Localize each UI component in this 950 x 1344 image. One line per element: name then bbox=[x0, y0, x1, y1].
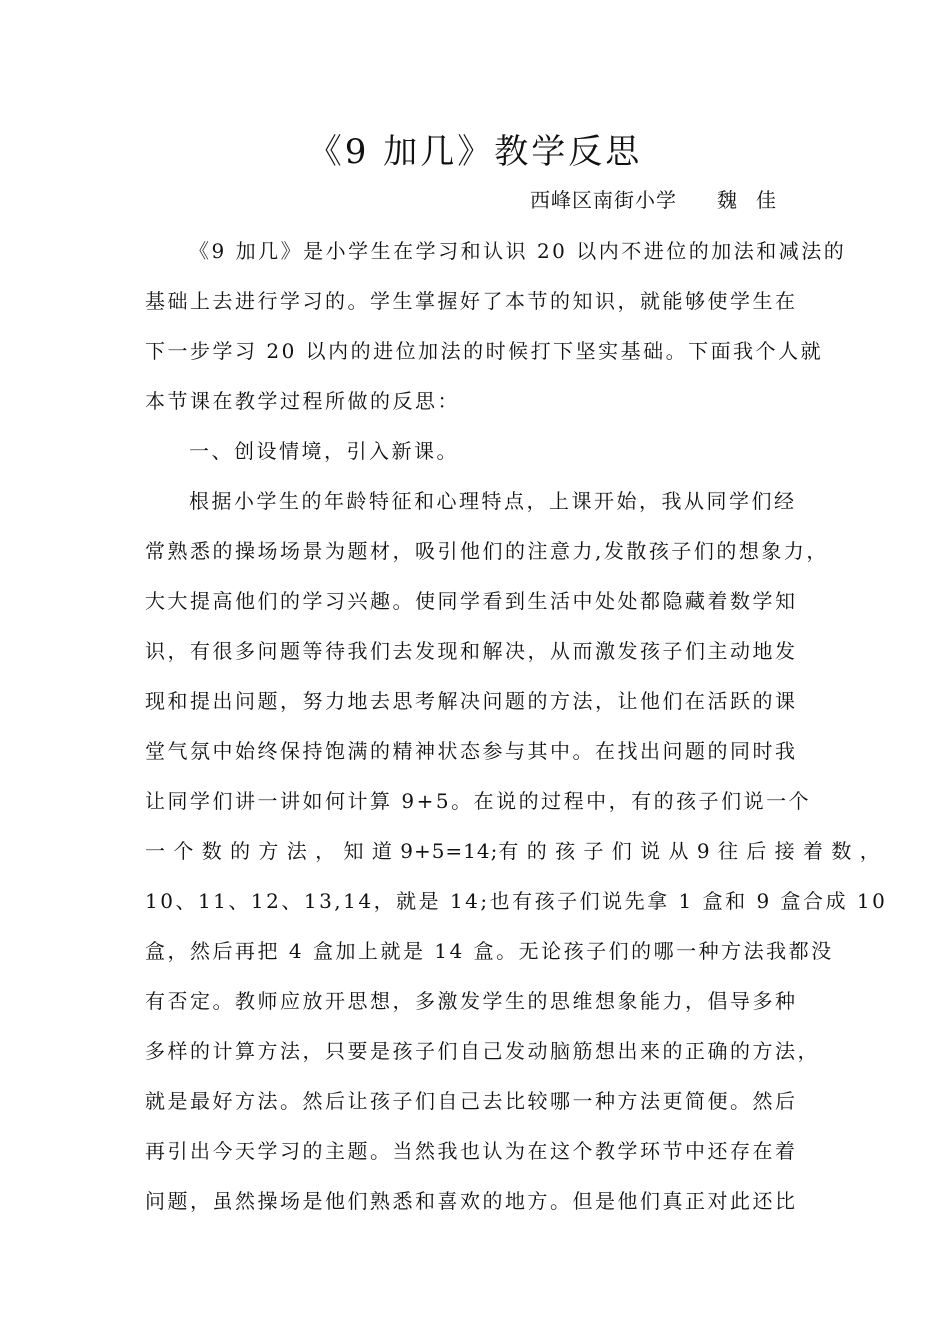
paragraph-line: 就是最好方法。然后让孩子们自己去比较哪一种方法更简便。然后 bbox=[145, 1089, 798, 1113]
paragraph-line: 问题，虽然操场是他们熟悉和喜欢的地方。但是他们真正对此还比 bbox=[145, 1189, 798, 1213]
paragraph-line: 常熟悉的操场场景为题材，吸引他们的注意力,发散孩子们的想象力， bbox=[145, 539, 829, 563]
paragraph-line: 识，有很多问题等待我们去发现和解决，从而激发孩子们主动地发 bbox=[145, 639, 798, 663]
paragraph-line: 大大提高他们的学习兴趣。使同学看到生活中处处都隐藏着数学知 bbox=[145, 589, 798, 613]
paragraph-line: 基础上去进行学习的。学生掌握好了本节的知识，就能够使学生在 bbox=[145, 289, 798, 313]
section-heading: 一、创设情境，引入新课。 bbox=[189, 439, 459, 463]
paragraph-line: 一 个 数 的 方 法 ， 知 道 9+5=14;有 的 孩 子 们 说 从 9 往 后 接 着 数 ， bbox=[145, 839, 881, 863]
paragraph-line: 再引出今天学习的主题。当然我也认为在这个教学环节中还存在着 bbox=[145, 1139, 798, 1163]
paragraph-line: 堂气氛中始终保持饱满的精神状态参与其中。在找出问题的同时我 bbox=[145, 739, 798, 763]
byline-author-surname: 魏 bbox=[717, 188, 738, 212]
paragraph-line: 让同学们讲一讲如何计算 9+5。在说的过程中，有的孩子们说一个 bbox=[145, 789, 812, 813]
document-title: 《9 加几》教学反思 bbox=[307, 132, 643, 172]
paragraph-line: 有否定。教师应放开思想，多激发学生的思维想象能力，倡导多种 bbox=[145, 989, 798, 1013]
paragraph-line: 《9 加几》是小学生在学习和认识 20 以内不进位的加法和减法的 bbox=[189, 239, 847, 263]
paragraph-line: 根据小学生的年龄特征和心理特点，上课开始，我从同学们经 bbox=[189, 489, 797, 513]
paragraph-line: 10、11、12、13,14，就是 14;也有孩子们说先拿 1 盒和 9 盒合成 10 bbox=[145, 889, 888, 913]
paragraph-line: 本节课在教学过程所做的反思： bbox=[145, 389, 460, 413]
paragraph-line: 下一步学习 20 以内的进位加法的时候打下坚实基础。下面我个人就 bbox=[145, 339, 824, 363]
paragraph-line: 盒，然后再把 4 盒加上就是 14 盒。无论孩子们的哪一种方法我都没 bbox=[145, 939, 834, 963]
paragraph-line: 现和提出问题，努力地去思考解决问题的方法，让他们在活跃的课 bbox=[145, 689, 798, 713]
paragraph-line: 多样的计算方法，只要是孩子们自己发动脑筋想出来的正确的方法， bbox=[145, 1039, 820, 1063]
byline-author-given: 佳 bbox=[756, 188, 777, 212]
byline bbox=[530, 186, 777, 214]
byline-school: 西峰区南街小学 bbox=[530, 188, 677, 212]
